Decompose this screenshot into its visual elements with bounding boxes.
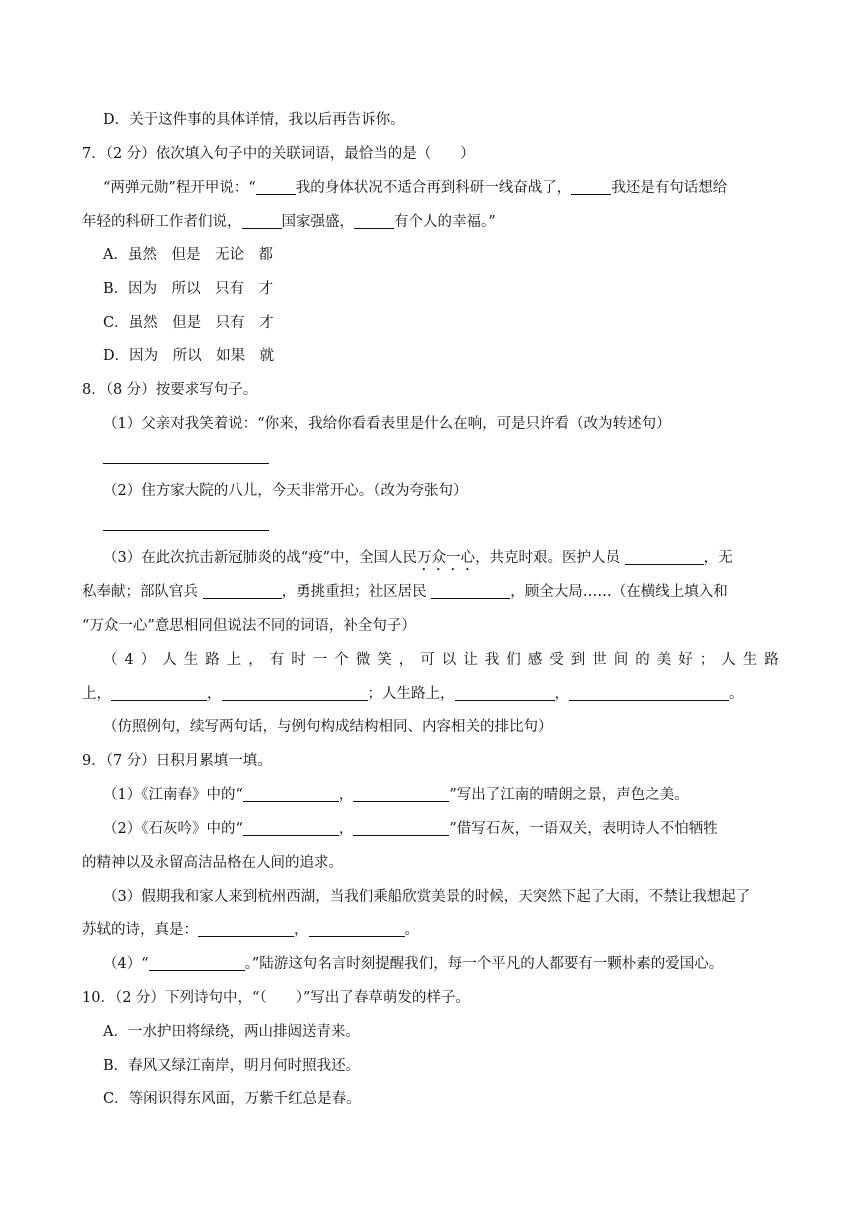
q8-sub-4-char: 受 (549, 652, 564, 668)
q8-sub-4-char: 可 (420, 652, 435, 668)
q8-blank-4-2[interactable] (222, 685, 368, 701)
q8-blank-4-3[interactable] (455, 685, 555, 701)
q6-option-d: D．关于这件事的具体详情，我以后再告诉你。 (103, 112, 405, 128)
q9-stem: 9．（7 分）日积月累填一填。 (82, 753, 272, 769)
q8-sub-4-char: 感 (527, 652, 543, 668)
q8-sub-4-char: 微 (355, 652, 371, 668)
q9-sub-3-line-1: （3）假期我和家人来到杭州西湖，当我们乘船欣赏美景的时候，天突然下起了大雨，不禁让我想起了 (103, 889, 751, 905)
q10-option-c[interactable]: C．等闲识得东风面，万紫千红总是春。 (103, 1091, 361, 1107)
q7-option-a[interactable]: A．虽然 但是 无论 都 (103, 247, 273, 263)
q9-blank-4[interactable] (149, 955, 245, 971)
q8-blank-army[interactable] (203, 583, 282, 599)
emphasis-dots-text: 万众一心 (417, 550, 476, 566)
q7-blank-1[interactable] (256, 179, 296, 195)
q7-passage-line-1: “两弹元勋”程开甲说：“ 我的身体状况不适合再到科研一线奋战了， 我还是有句话想给 (103, 180, 728, 196)
q8-stem: 8．（8 分）按要求写句子。 (82, 382, 258, 398)
q9-sub-1: （1）《江南春》中的“ ， ”写出了江南的晴朗之景，声色之美。 (103, 787, 689, 803)
q8-sub-4-char: 人 (721, 652, 736, 668)
q8-sub-4-char: 笑 (377, 652, 392, 668)
q8-blank-4-1[interactable] (111, 685, 207, 701)
q8-sub-4-char: 路 (205, 652, 220, 668)
q8-sub-4-char: 个 (334, 652, 349, 668)
q10-option-a[interactable]: A．一水护田将绿绕，两山排闼送青来。 (103, 1024, 360, 1040)
q8-sub-4-line-1 (103, 650, 779, 670)
q8-blank-medical[interactable] (625, 549, 704, 565)
q9-blank-3-1[interactable] (198, 921, 294, 937)
q8-sub-3-line-3: “万众一心”意思相同但说法不同的词语，补全句子） (82, 618, 416, 634)
q7-option-b[interactable]: B．因为 所以 只有 才 (103, 281, 274, 297)
q8-sub-4-char: 路 (764, 652, 779, 668)
q8-sub-4-char: 人 (162, 652, 177, 668)
q8-blank-community[interactable] (431, 583, 510, 599)
q7-option-c[interactable]: C．虽然 但是 只有 才 (103, 315, 274, 331)
q9-blank-1-1[interactable] (243, 786, 339, 802)
q8-sub-4-char: 一 (312, 652, 328, 668)
q7-blank-3[interactable] (242, 213, 282, 229)
q8-sub-4-char: 世 (592, 652, 607, 668)
q9-blank-2-2[interactable] (353, 820, 449, 836)
q9-sub-2-line-2: 的精神以及永留高洁品格在人间的追求。 (82, 855, 343, 871)
q9-blank-3-2[interactable] (309, 921, 405, 937)
q8-sub-4-char: ； (699, 652, 715, 668)
q8-sub-4-char: ， (248, 652, 263, 668)
q8-sub-4-char: 我 (484, 652, 500, 668)
q8-sub-4-char: （ (103, 652, 118, 668)
q7-blank-2[interactable] (571, 179, 611, 195)
q8-answer-line-2[interactable] (103, 530, 269, 531)
q7-option-d[interactable]: D．因为 所以 如果 就 (103, 348, 275, 364)
q8-sub-3-line-2: 私奉献；部队官兵 ，勇挑重担；社区居民 ，顾全大局……（在横线上填入和 (82, 584, 728, 600)
q8-sub-2: （2）住方家大院的八儿，今天非常开心。（改为夸张句） (103, 483, 468, 499)
q8-sub-4-char: 间 (613, 652, 629, 668)
q8-sub-4-char: 上 (226, 652, 242, 668)
q7-stem: 7．（2 分）依次填入句子中的关联词语，最恰当的是（ ） (82, 146, 475, 162)
q8-sub-4-char: 生 (183, 652, 199, 668)
q8-sub-4-char: 生 (742, 652, 758, 668)
q8-sub-4-char: 的 (635, 652, 650, 668)
q8-sub-4-char: 以 (441, 652, 457, 668)
q8-sub-4-char: 时 (291, 652, 306, 668)
q8-sub-4-char: 们 (506, 652, 521, 668)
q8-sub-4-char: 到 (570, 652, 586, 668)
q8-answer-line-1[interactable] (103, 463, 269, 464)
q8-sub-4-char: 4 (124, 652, 134, 668)
q8-sub-4-char: 美 (656, 652, 672, 668)
q9-blank-2-1[interactable] (243, 820, 339, 836)
q8-sub-4-char: 让 (463, 652, 478, 668)
q8-sub-4-char: ， (398, 652, 414, 668)
q7-passage-line-2: 年轻的科研工作者们说， 国家强盛， 有个人的幸福。” (82, 214, 496, 230)
q10-stem: 10．（2 分）下列诗句中，“（ ）”写出了春草萌发的样子。 (82, 990, 470, 1006)
q8-sub-4-instruction: （仿照例句，续写两句话，与例句构成结构相同、内容相关的排比句） (103, 719, 553, 735)
q7-blank-4[interactable] (354, 213, 394, 229)
q9-sub-4: （4）“ 。”陆游这句名言时刻提醒我们，每一个平凡的人都要有一颗朴素的爱国心。 (103, 956, 724, 972)
q9-blank-1-2[interactable] (353, 786, 449, 802)
q10-option-b[interactable]: B．春风又绿江南岸，明月何时照我还。 (103, 1058, 361, 1074)
q9-sub-2-line-1: （2）《石灰吟》中的“ ， ”借写石灰，一语双关，表明诗人不怕牺牲 (103, 821, 718, 837)
q8-blank-4-4[interactable] (569, 685, 729, 701)
q9-sub-3-line-2: 苏轼的诗，真是： ， 。 (82, 922, 419, 938)
q8-sub-1: （1）父亲对我笑着说：“你来，我给你看看表里是什么在响，可是只许看（改为转述句） (103, 416, 671, 432)
q8-sub-4-line-2: 上， ， ；人生路上， ， 。 (82, 686, 744, 702)
q8-sub-3-line-1: （3）在此次抗击新冠肺炎的战“疫”中，全国人民万众一心，共克时艰。医护人员 ，无 (103, 550, 733, 566)
q8-sub-4-char: 有 (269, 652, 285, 668)
q8-sub-4-char: 好 (678, 652, 693, 668)
q8-sub-4-char: ） (140, 652, 156, 668)
